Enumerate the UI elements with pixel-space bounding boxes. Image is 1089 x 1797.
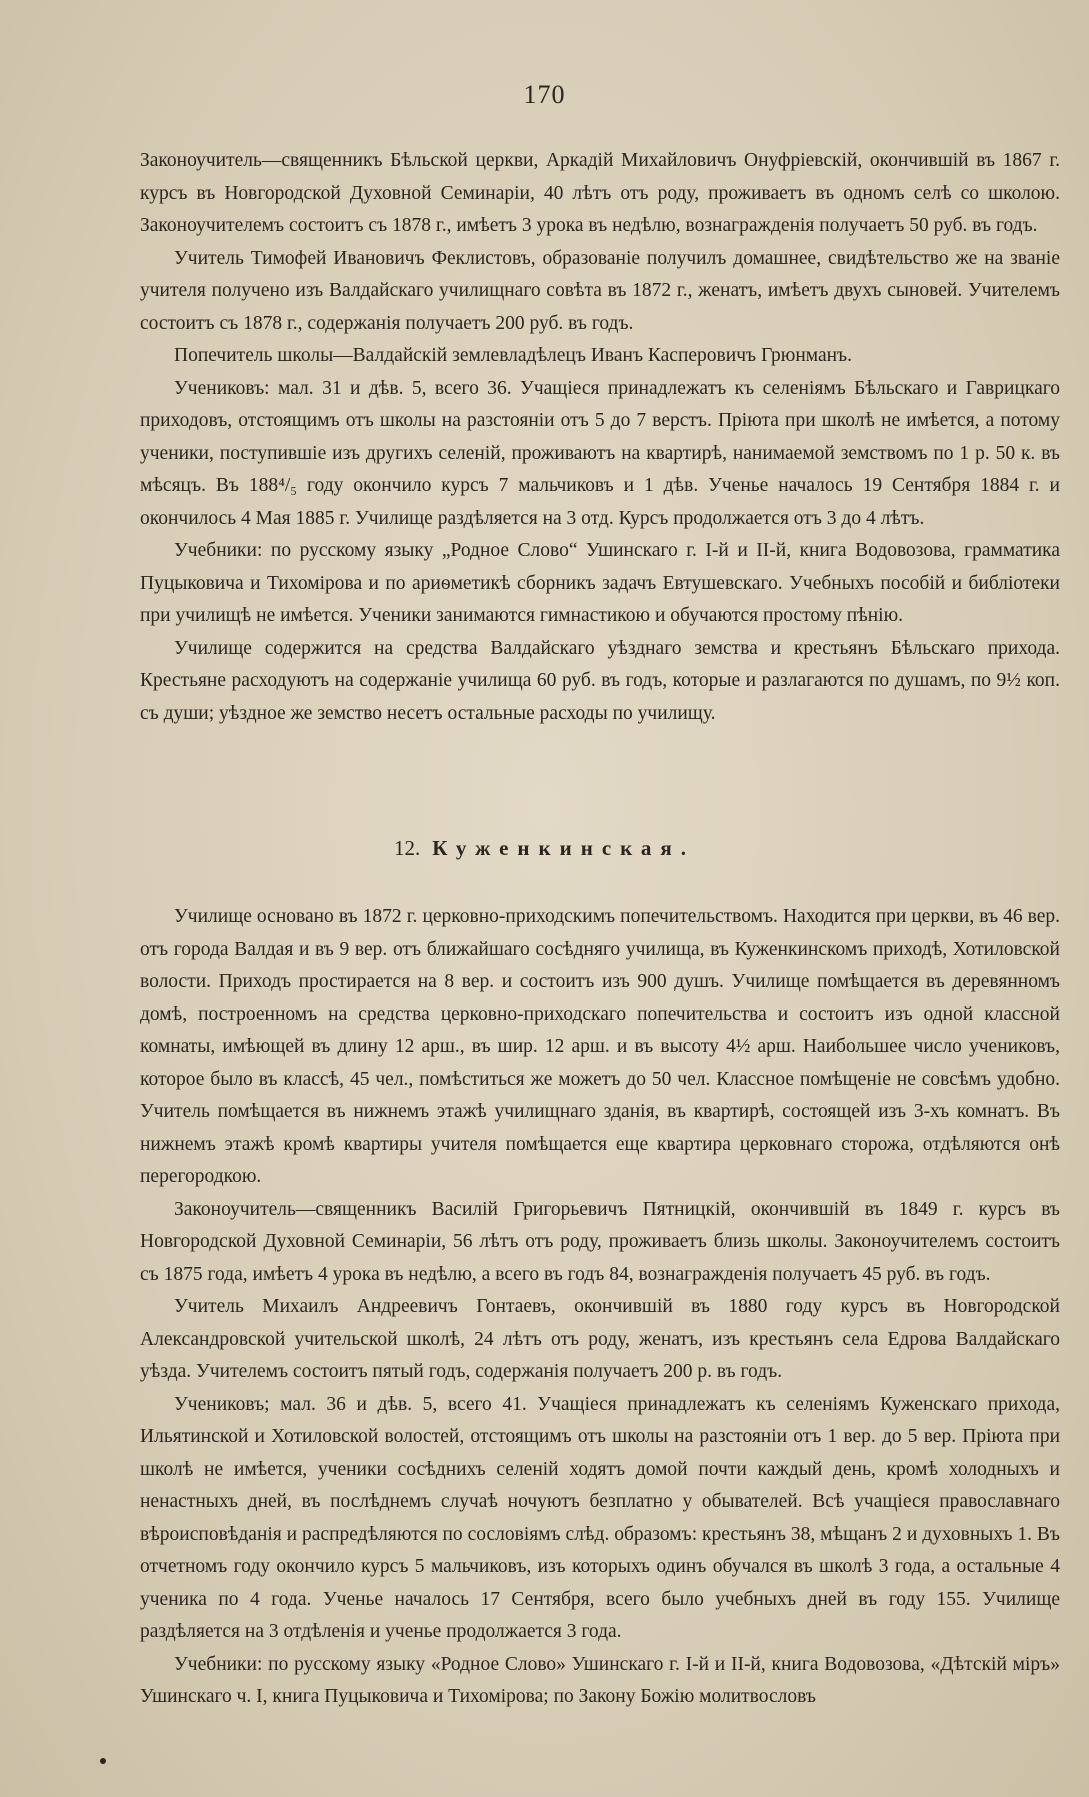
paragraph-teacher: Учитель Михаилъ Андреевичъ Гонтаевъ, окончившій въ 1880 году курсъ въ Новгородской Александровской учительской школѣ, 24 лѣтъ отъ роду, женатъ, изъ крестьянъ села Едрова Валдайскаго уѣзда. Учителемъ состоитъ пятый годъ, содержанія получаетъ 200 р. въ годъ. xyxy=(140,1296,1060,1382)
paragraph-textbooks: Учебники: по русскому языку «Родное Слово» Ушинскаго г. I-й и II-й, книга Водовозова, «Дѣтскій міръ» Ушинскаго ч. I, книга Пуцыковича и Тихомірова; по Закону Божію молитвословъ xyxy=(140,1653,1060,1707)
page-number: 170 xyxy=(523,80,566,109)
paragraph-school-building: Училище основано въ 1872 г. церковно-приходскимъ попечительствомъ. Находится при церкви, въ 46 вер. отъ города Валдая и въ 9 вер. отъ ближайшаго сосѣдняго училища, въ Куженкинскомъ приходѣ, Хотиловской волости. Приходъ простирается на 8 вер. и состоитъ изъ 900 душъ. Училище помѣщается въ деревянномъ домѣ, построенномъ на средства церковно-приходскаго попечительства и состоитъ изъ одной классной комнаты, имѣющей въ длину 12 арш., въ шир. 12 арш. и въ высоту 4½ арш. Наибольшее число учениковъ, которое было въ классѣ, 45 чел., помѣститься же можетъ до 50 чел. Классное помѣщеніе не совсѣмъ удобно. Учитель помѣщается въ нижнемъ этажѣ училищнаго зданія, въ квартирѣ, состоящей изъ 3-хъ комнатъ. Въ нижнемъ этажѣ кромѣ квартиры учителя помѣщается еще квартира церковнаго сторожа, отдѣляются онѣ перегородкою. xyxy=(140,906,1060,1187)
paragraph-students: Учениковъ: мал. 31 и дѣв. 5, всего 36. Учащіеся принадлежатъ къ селеніямъ Бѣльскаго и Гаврицкаго приходовъ, отстоящимъ отъ школы на разстояніи отъ 5 до 7 верстъ. Пріюта при школѣ не имѣется, а потому ученики, поступившіе изъ другихъ селеній, проживаютъ на квартирѣ, нанимаемой земствомъ по 1 р. 50 к. въ мѣсяцъ. Въ 188⁴/₅ году окончило курсъ 7 мальчиковъ и 1 дѣв. Ученье началось 19 Сентября 1884 г. и окончилось 4 Мая 1885 г. Училище раздѣляется на 3 отд. Курсъ продолжается отъ 3 до 4 лѣтъ. xyxy=(140,377,1060,529)
section-heading xyxy=(0,836,1089,861)
paragraph-law-teacher: Законоучитель—священникъ Василій Григорьевичъ Пятницкій, окончившій въ 1849 г. курсъ въ Новгородской Духовной Семинаріи, 56 лѣтъ отъ роду, проживаетъ близь школы. Законоучителемъ состоитъ съ 1875 года, имѣетъ 4 урока въ недѣлю, а всего въ годъ 84, вознагражденія получаетъ 45 руб. въ годъ. xyxy=(140,1198,1060,1285)
section-kuzhenkinskaya-text xyxy=(140,901,1060,1714)
section-previous-school-text xyxy=(140,145,1060,730)
paragraph-teacher: Учитель Тимофей Ивановичъ Феклистовъ, образованіе получилъ домашнее, свидѣтельство же на званіе учителя получено изъ Валдайскаго училищнаго совѣта въ 1872 г., женатъ, имѣетъ двухъ сыновей. Учителемъ состоитъ съ 1878 г., содержанія получаетъ 200 руб. въ годъ. xyxy=(140,247,1060,334)
paragraph-trustee: Попечитель школы—Валдайскій землевладѣлецъ Иванъ Касперовичъ Грюнманъ. xyxy=(174,345,853,366)
section-title: Куженкинская. xyxy=(432,836,696,860)
ink-speck xyxy=(100,1758,106,1764)
paragraph-textbooks: Учебники: по русскому языку „Родное Слово“ Ушинскаго г. I-й и II-й, книга Водовозова, грамматика Пуцыковича и Тихомірова и по ариѳметикѣ сборникъ задачъ Евтушевскаго. Учебныхъ пособій и библіотеки при училищѣ не имѣется. Ученики занимаются гимнастикою и обучаются простому пѣнію. xyxy=(140,540,1060,626)
paragraph-students: Учениковъ; мал. 36 и дѣв. 5, всего 41. Учащіеся принадлежатъ къ селеніямъ Куженскаго прихода, Ильятинской и Хотиловской волостей, отстоящимъ отъ школы на разстояніи отъ 1 вер. до 5 вер. Пріюта при школѣ не имѣется, ученики сосѣднихъ селеній ходятъ домой почти каждый день, кромѣ холодныхъ и ненастныхъ дней, въ послѣднемъ случаѣ ночуютъ безплатно у обывателей. Всѣ учащіеся православнаго вѣроисповѣданія и распредѣляются по сословіямъ слѣд. образомъ: крестьянъ 38, мѣщанъ 2 и духовныхъ 1. Въ отчетномъ году окончило курсъ 5 мальчиковъ, изъ которыхъ одинъ обучался въ школѣ 3 года, а остальные 4 ученика по 4 года. Ученье началось 17 Сентября, всего было учебныхъ дней въ году 155. Училище раздѣляется на 3 отдѣленія и ученье продолжается 3 года. xyxy=(140,1393,1060,1642)
paragraph-funding: Училище содержится на средства Валдайскаго уѣзднаго земства и крестьянъ Бѣльскаго прихода. Крестьяне расходуютъ на содержаніе училища 60 руб. въ годъ, которые и разлагаются по душамъ, по 9½ коп. съ души; уѣздное же земство несетъ остальные расходы по училищу. xyxy=(140,637,1060,724)
paragraph-law-teacher: Законоучитель—священникъ Бѣльской церкви, Аркадій Михайловичъ Онуфріевскій, окончившій въ 1867 г. курсъ въ Новгородской Духовной Семинаріи, 40 лѣтъ отъ роду, проживаетъ въ одномъ селѣ со школою. Законоучителемъ состоитъ съ 1878 г., имѣетъ 3 урока въ недѣлю, вознагражденія получаетъ 50 руб. въ годъ. xyxy=(140,150,1060,236)
section-number: 12. xyxy=(393,836,421,860)
